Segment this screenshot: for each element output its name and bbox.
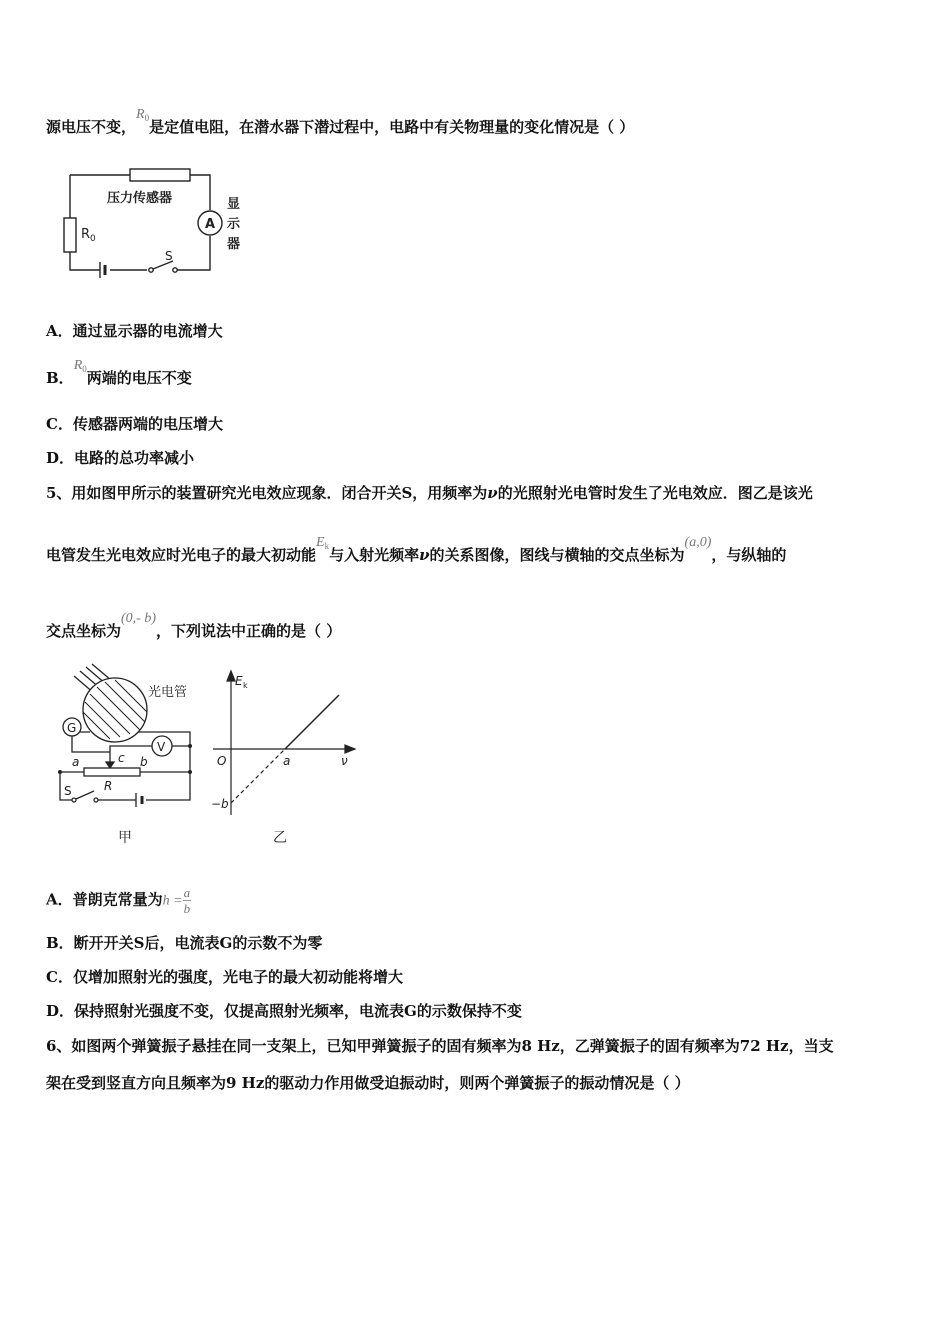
photoelectric-apparatus-figure bbox=[50, 662, 210, 852]
q5-option-d: D．保持照射光强度不变，仅提高照射光频率，电流表G的示数保持不变 bbox=[46, 1002, 522, 1020]
q5-stem-line3: 交点坐标为(0,- b)，下列说法中正确的是（ ） bbox=[46, 611, 342, 640]
q4-stem bbox=[46, 107, 635, 137]
q4-option-b: B．$R_0$两端的电压不变 bbox=[46, 358, 192, 387]
q4-option-c: C．传感器两端的电压增大 bbox=[46, 415, 223, 433]
origin-label: O bbox=[217, 754, 227, 768]
q5-option-a: A．普朗克常量为h = $\frac{a}{b}$ bbox=[46, 885, 191, 916]
q5-stem-line1: 5、用如图甲所示的装置研究光电效应现象．闭合开关S，用频率为ν的光照射光电管时发生了光电效应．图乙是该光 bbox=[46, 484, 813, 502]
display-label-3: 器 bbox=[227, 237, 241, 252]
y-axis-e: E bbox=[235, 674, 243, 688]
q6-stem-line2: 架在受到竖直方向且频率为9 Hz的驱动力作用做受迫振动时，则两个弹簧振子的振动情况是（ ） bbox=[46, 1074, 690, 1092]
y-axis-sub: k bbox=[243, 681, 248, 690]
display-label-1: 显 bbox=[227, 197, 241, 212]
coord-b: (0,- b) bbox=[121, 611, 157, 626]
switch-label: S bbox=[165, 249, 173, 263]
r0-symbol-option: $R_0$ bbox=[73, 358, 87, 374]
r0-symbol: $R_0$ bbox=[136, 107, 150, 123]
q4-option-a: A．通过显示器的电流增大 bbox=[46, 322, 223, 340]
r0-label: $R_0$ bbox=[81, 227, 96, 244]
q6-stem-line1: 6、如图两个弹簧振子悬挂在同一支架上，已知甲弹簧振子的固有频率为8 Hz，乙弹簧振子的固有频率为72 Hz，当支 bbox=[46, 1037, 834, 1055]
ek-vs-frequency-graph bbox=[205, 665, 365, 850]
caption-yi: 乙 bbox=[273, 830, 287, 846]
rheostat-end-b: b bbox=[140, 755, 148, 769]
q5-option-c: C．仅增加照射光的强度，光电子的最大初动能将增大 bbox=[46, 968, 403, 986]
ammeter-label: A bbox=[205, 217, 216, 232]
q4-circuit-figure bbox=[55, 160, 265, 290]
rheostat-label-r: R bbox=[104, 779, 113, 793]
caption-jia: 甲 bbox=[118, 830, 132, 846]
galvanometer-label: G bbox=[67, 721, 77, 735]
voltmeter-label: V bbox=[157, 740, 166, 754]
x-axis-label: ν bbox=[341, 754, 348, 768]
q4-stem-part-b: 是定值电阻，在潜水器下潜过程中，电路中有关物理量的变化情况是（ ） bbox=[149, 118, 635, 136]
sensor-label: 压力传感器 bbox=[107, 191, 173, 206]
slider-c: c bbox=[118, 751, 125, 765]
q5-stem-line2: 电管发生光电效应时光电子的最大初动能$E_k$与入射光频率ν的关系图像，图线与横轴的交点坐标为(a,0)，与纵轴的 bbox=[46, 535, 787, 564]
fraction-a-over-b: $\frac{a}{b}$ bbox=[183, 885, 191, 916]
ek-symbol: $E_k$ bbox=[316, 535, 330, 551]
x-intercept-label: a bbox=[283, 754, 291, 768]
display-label-2: 示 bbox=[227, 217, 241, 232]
coord-a: (a,0) bbox=[684, 535, 712, 550]
switch-s-label: S bbox=[64, 784, 72, 798]
q5-option-b: B．断开开关S后，电流表G的示数不为零 bbox=[46, 934, 323, 952]
planck-h: h = bbox=[162, 893, 183, 909]
tube-label: 光电管 bbox=[148, 685, 188, 700]
rheostat-end-a: a bbox=[72, 755, 80, 769]
y-intercept-label: −b bbox=[211, 797, 229, 811]
q4-stem-part-a: 源电压不变， bbox=[46, 118, 137, 136]
q4-option-d: D．电路的总功率减小 bbox=[46, 449, 195, 467]
